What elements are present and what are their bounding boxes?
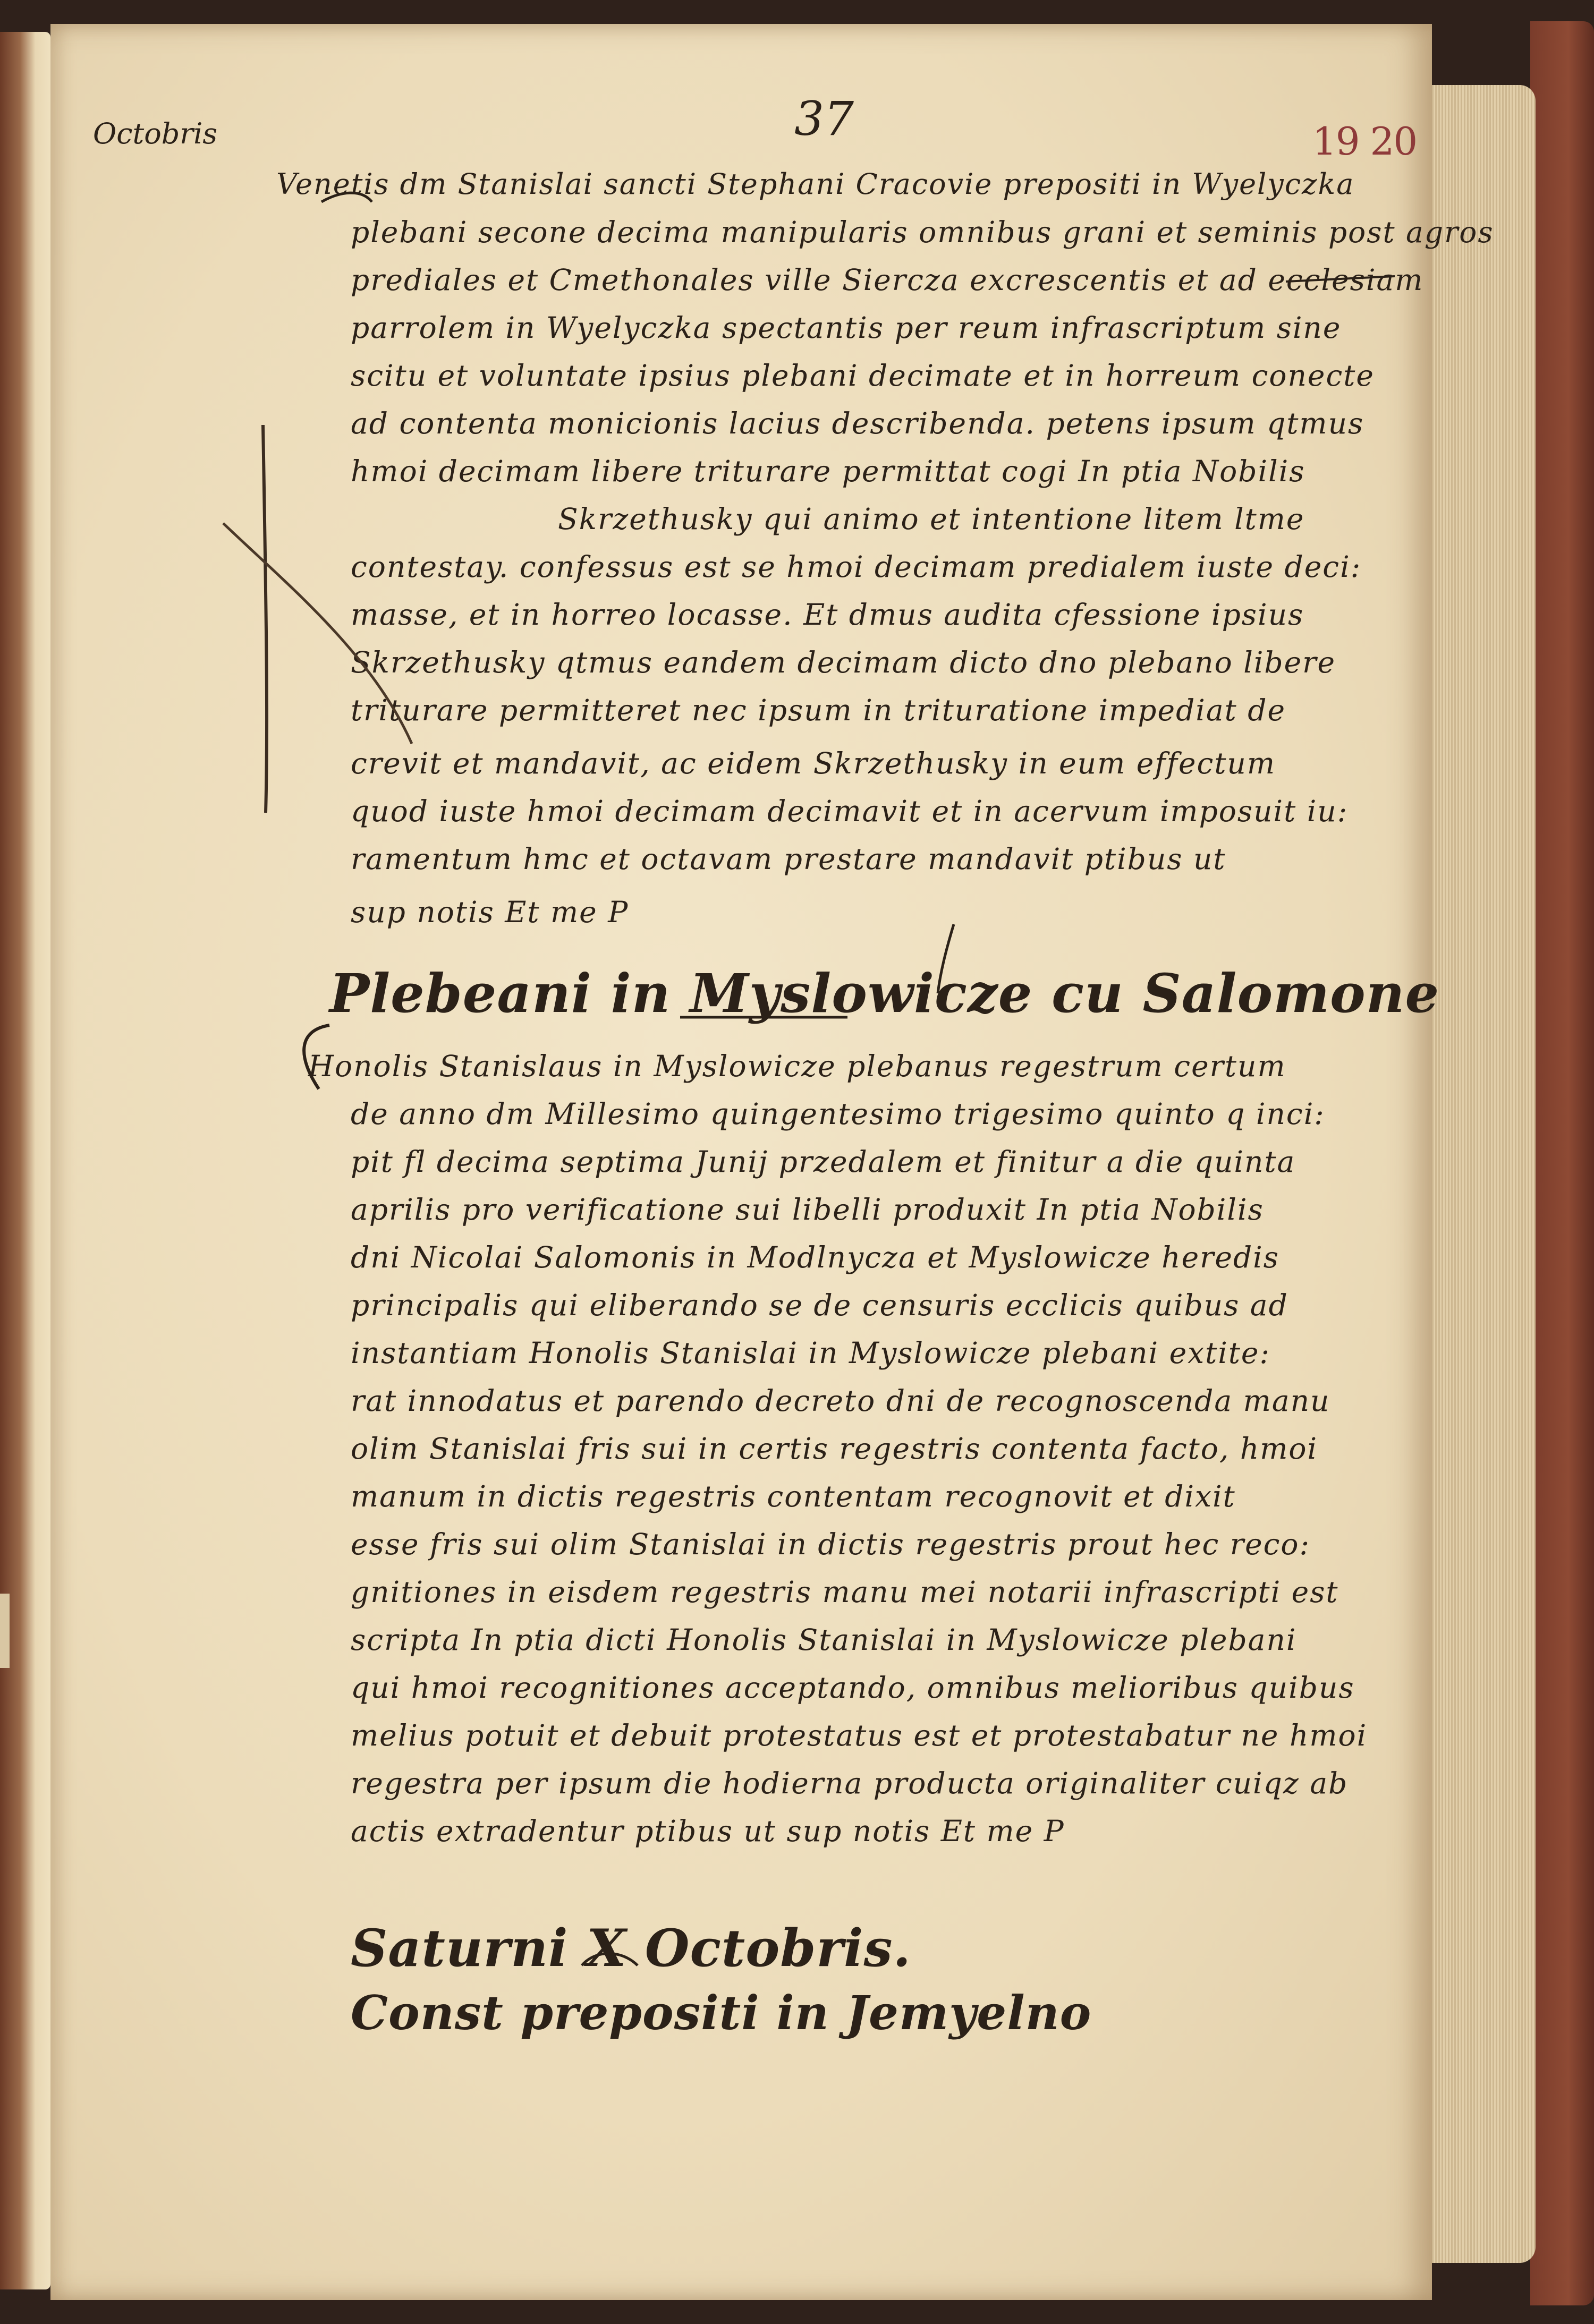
entry-2-line-6: principalis qui eliberando se de censuris ecclicis quibus ad	[351, 1288, 1288, 1322]
entry-2-line-17: actis extradentur ptibus ut sup notis Et me P	[351, 1814, 1065, 1848]
entry-2-line-9: olim Stanislai fris sui in certis regestris contenta facto, hmoi	[351, 1432, 1318, 1466]
entry-1-line-8: Skrzethusky qui animo et intentione litem ltme	[558, 502, 1305, 536]
entry-1-line-9: contestay. confessus est se hmoi decimam predialem iuste deci:	[351, 550, 1362, 584]
folio-number-ink: 37	[794, 91, 854, 146]
entry-1-line-10: masse, et in horreo locasse. Et dmus audita cfessione ipsius	[351, 598, 1304, 632]
entry-2-line-8: rat innodatus et parendo decreto dni de recognoscenda manu	[351, 1384, 1330, 1418]
entry-1-line-12: triturare permitteret nec ipsum in trituratione impediat de	[351, 693, 1286, 727]
entry-1-line-3: prediales et Cmethonales ville Siercza excrescentis et ad ecclesiam	[351, 263, 1424, 297]
entry-2-line-3: pit fl decima septima Junij przedalem et finitur a die quinta	[351, 1145, 1296, 1179]
entry-1-line-2: plebani secone decima manipularis omnibus grani et seminis post agros	[351, 215, 1494, 249]
entry-1-line-16: sup notis Et me P	[351, 895, 629, 929]
entry-2-line-11: esse fris sui olim Stanislai in dictis regestris prout hec reco:	[351, 1527, 1311, 1561]
entry-2-line-13: scripta In ptia dicti Honolis Stanislai in Myslowicze plebani	[351, 1623, 1297, 1657]
entry-1-line-6: ad contenta monicionis lacius describenda. petens ipsum qtmus	[351, 406, 1364, 440]
entry-2-heading: Plebeani in Myslowicze cu Salomone	[329, 962, 1440, 1025]
entry-2-line-16: regestra per ipsum die hodierna producta originaliter cuiqz ab	[351, 1766, 1349, 1800]
entry-1-line-5: scitu et voluntate ipsius plebani decimate et in horreum conecte	[351, 359, 1375, 393]
entry-2-line-7: instantiam Honolis Stanislai in Myslowicze plebani extite:	[351, 1336, 1271, 1370]
entry-1-line-11: Skrzethusky qtmus eandem decimam dicto dno plebano libere	[351, 645, 1336, 679]
entry-1-line-13: crevit et mandavit, ac eidem Skrzethusky in eum effectum	[351, 746, 1276, 780]
entry-2-line-15: melius potuit et debuit protestatus est et protestabatur ne hmoi	[351, 1718, 1368, 1752]
entry-1-line-14: quod iuste hmoi decimam decimavit et in acervum imposuit iu:	[351, 794, 1349, 828]
entry-3-heading-line-1: Saturni X Octobris.	[351, 1918, 911, 1978]
entry-2-line-4: aprilis pro verificatione sui libelli produxit In ptia Nobilis	[351, 1193, 1264, 1227]
book-cover-right	[1530, 21, 1594, 2305]
entry-1-line-15: ramentum hmc et octavam prestare mandavit ptibus ut	[351, 842, 1226, 876]
entry-1-line-1: Venetis dm Stanislai sancti Stephani Cracovie prepositi in Wyelyczka	[276, 167, 1355, 201]
entry-2-line-5: dni Nicolai Salomonis in Modlnycza et Myslowicze heredis	[351, 1240, 1279, 1274]
entry-2-line-12: gnitiones in eisdem regestris manu mei notarii infrascripti est	[351, 1575, 1339, 1609]
entry-2-line-1: Honolis Stanislaus in Myslowicze plebanus regestrum certum	[308, 1049, 1286, 1083]
entry-2-line-10: manum in dictis regestris contentam recognovit et dixit	[351, 1479, 1236, 1513]
entry-1-line-4: parrolem in Wyelyczka spectantis per reum infrascriptum sine	[351, 311, 1342, 345]
entry-3-heading-line-2: Const prepositi in Jemyelno	[351, 1985, 1092, 2040]
entry-2-line-14: qui hmoi recognitiones acceptando, omnibus melioribus quibus	[351, 1671, 1355, 1705]
month-label: Octobris	[93, 117, 218, 150]
entry-1-line-7: hmoi decimam libere triturare permittat cogi In ptia Nobilis	[351, 454, 1305, 488]
folio-number-pencil: 19 20	[1312, 119, 1417, 164]
left-page-edge	[0, 32, 50, 2289]
left-page-tab	[0, 1594, 10, 1668]
entry-2-line-2: de anno dm Millesimo quingentesimo trigesimo quinto q inci:	[351, 1097, 1325, 1131]
